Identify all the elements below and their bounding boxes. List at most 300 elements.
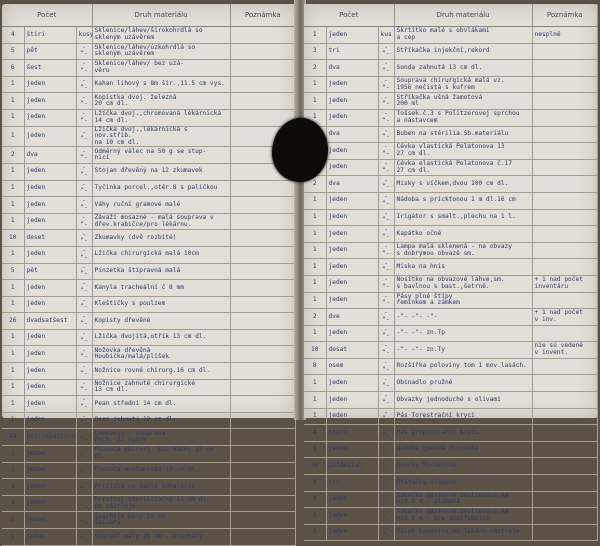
count-number-cell: 1 [2, 213, 24, 230]
unit-cell: -"- [76, 246, 92, 263]
unit-cell: -"- [378, 275, 394, 292]
note-cell [532, 76, 597, 93]
unit-cell: -"- [76, 379, 92, 396]
unit-cell: -"- [76, 512, 92, 529]
count-word-cell: osem [326, 358, 378, 375]
material-cell: Váhy ruční gramové malé [92, 197, 230, 214]
table-row [2, 263, 296, 280]
table-row [2, 446, 296, 463]
unit-cell: -"- [378, 408, 394, 425]
count-number-cell: 1 [2, 126, 24, 147]
note-cell [532, 408, 597, 425]
note-cell [230, 462, 295, 479]
count-word-cell: jeden [24, 246, 76, 263]
count-number-cell: 1 [304, 93, 326, 110]
table-row [2, 27, 296, 44]
material-cell: Škrtítko malé s obvlákami a cep [394, 27, 532, 44]
column-header-count: Počet [2, 4, 92, 27]
material-cell: Kahan lihový s 8m šír.,11.5 cm vys. [92, 76, 230, 93]
count-number-cell: 1 [2, 197, 24, 214]
material-cell: Prístroj sterilizačný 13 cm dl. na nástroje [92, 495, 230, 512]
count-number-cell: 1 [304, 76, 326, 93]
unit-cell: -"- [76, 147, 92, 164]
count-word-cell: jeden [24, 346, 76, 363]
count-number-cell: 1 [304, 508, 326, 525]
unit-cell: -"- [378, 358, 394, 375]
note-cell [532, 475, 597, 492]
count-word-cell: dve [326, 309, 378, 326]
material-cell: Nosítko na obvazové láhve,sm. s bavlnou s bast.,šetrně. [394, 275, 532, 292]
material-cell: Buben na stěrilia.Sb.materiálu [394, 126, 532, 143]
material-cell: Pinzeta anatomická 13 cm dl. [92, 462, 230, 479]
note-cell [230, 429, 295, 446]
column-header-material: Druh materiálu [394, 4, 532, 27]
table-row [304, 159, 598, 176]
note-cell [230, 412, 295, 429]
table-row [304, 192, 598, 209]
table-row [304, 27, 598, 44]
count-number-cell: 1 [2, 529, 24, 546]
count-number-cell: 3 [304, 475, 326, 492]
unit-cell: -"- [76, 346, 92, 363]
material-cell: Nádoba s pricktonou 1 m dl.16 cm [394, 192, 532, 209]
count-word-cell: jeden [326, 159, 378, 176]
count-number-cell: 1 [304, 491, 326, 508]
table-row [2, 60, 296, 77]
count-number-cell: 1 [2, 412, 24, 429]
material-cell: Tošsek.č.3 s Politzerovej sprchou a nástavcem [394, 109, 532, 126]
table-row [2, 379, 296, 396]
count-number-cell: 1 [304, 325, 326, 342]
unit-cell: -"- [76, 296, 92, 313]
material-cell: Pean střední 14 cm dl. [92, 396, 230, 413]
count-word-cell: jeden [326, 259, 378, 276]
material-cell: Rozšířka poloviny tom 1 mov.lasách. [394, 358, 532, 375]
unit-cell: -"- [378, 60, 394, 77]
note-cell [532, 441, 597, 458]
material-cell: -"- -"- -"- [394, 309, 532, 326]
unit-cell: -"- [378, 392, 394, 409]
material-cell: Obvazky jednoduché s olivami [394, 392, 532, 409]
material-cell: Lžíčka dvoj.,chromovaná lékárnická 14 cm dl. [92, 109, 230, 126]
table-row [2, 76, 296, 93]
count-word-cell: štiridsaštiri [24, 429, 76, 446]
count-word-cell: jeden [24, 329, 76, 346]
table-row [304, 342, 598, 359]
count-number-cell: 1 [2, 246, 24, 263]
count-word-cell: jeden [24, 280, 76, 297]
unit-cell: -"- [378, 93, 394, 110]
count-word-cell: jeden [24, 180, 76, 197]
material-cell: Závaží mosazné - malá souprava v dřev.krabičce/pro lékárnu. [92, 213, 230, 230]
count-word-cell: štiri [24, 27, 76, 44]
table-row [304, 126, 598, 143]
material-cell: Pean zahnutý 12 cm dl. [92, 412, 230, 429]
note-cell [532, 226, 597, 243]
count-number-cell: 1 [2, 379, 24, 396]
count-word-cell: dva [326, 126, 378, 143]
material-cell: Nožnice rovné chirurg.16 cm dl. [92, 363, 230, 380]
count-number-cell: 1 [304, 408, 326, 425]
note-cell [532, 159, 597, 176]
count-word-cell: jeden [24, 529, 76, 546]
note-cell [532, 192, 597, 209]
count-word-cell: jeden [326, 375, 378, 392]
count-number-cell: 1 [2, 462, 24, 479]
material-cell: Stříkačka injekční,rekord [394, 43, 532, 60]
table-row [2, 197, 296, 214]
note-cell [532, 126, 597, 143]
unit-cell: kus [378, 27, 394, 44]
count-word-cell: jeden [326, 209, 378, 226]
count-number-cell: 1 [2, 76, 24, 93]
unit-cell: -"- [378, 192, 394, 209]
material-cell: Sklenice/láhev/úzkohrdlá so skleným uzávěrem [92, 43, 230, 60]
count-number-cell: 5 [2, 263, 24, 280]
unit-cell: -"- [378, 508, 394, 525]
unit-cell: -"- [76, 109, 92, 126]
unit-cell: -"- [76, 529, 92, 546]
note-cell [230, 363, 295, 380]
count-number-cell: 1 [304, 209, 326, 226]
count-word-cell: šest [24, 60, 76, 77]
unit-cell: -"- [76, 126, 92, 147]
count-word-cell: jeden [24, 109, 76, 126]
count-word-cell: jeden [326, 242, 378, 259]
unit-cell: -"- [76, 93, 92, 110]
note-cell [532, 43, 597, 60]
count-number-cell: 2 [2, 147, 24, 164]
unit-cell: -"- [76, 479, 92, 496]
count-number-cell: 1 [2, 396, 24, 413]
note-cell [230, 346, 295, 363]
unit-cell: -"- [76, 446, 92, 463]
unit-cell: -"- [378, 143, 394, 160]
unit-cell: -"- [76, 263, 92, 280]
table-row [2, 163, 296, 180]
count-number-cell: 1 [2, 109, 24, 126]
count-number-cell: 1 [2, 163, 24, 180]
table-row [304, 491, 598, 508]
table-row [2, 363, 296, 380]
unit-cell: -"- [76, 213, 92, 230]
table-row [2, 329, 296, 346]
count-word-cell: jeden [326, 192, 378, 209]
table-row [2, 479, 296, 496]
material-cell: Misky s víčkem,dvou 100 cm dl. [394, 176, 532, 193]
note-cell [532, 508, 597, 525]
count-number-cell: 1 [2, 346, 24, 363]
note-cell [230, 246, 295, 263]
count-number-cell: 1 [304, 226, 326, 243]
count-number-cell: 1 [2, 180, 24, 197]
note-cell [230, 93, 295, 110]
count-word-cell: jeden [326, 441, 378, 458]
right-page [304, 4, 598, 539]
count-word-cell: jeden [24, 126, 76, 147]
count-word-cell: păťdesiat [326, 458, 378, 475]
material-cell: Obinadlo pružné [394, 375, 532, 392]
material-cell: Svorky Michelové [394, 458, 532, 475]
table-row [2, 495, 296, 512]
material-cell: Zkumavky (dvě rozbité) [92, 230, 230, 247]
note-cell [230, 446, 295, 463]
note-cell [230, 180, 295, 197]
count-word-cell: dva [326, 60, 378, 77]
count-number-cell: 1 [304, 242, 326, 259]
note-cell [532, 93, 597, 110]
count-word-cell: jeden [24, 93, 76, 110]
count-word-cell: jeden [24, 163, 76, 180]
note-cell [230, 263, 295, 280]
unit-cell: -"- [378, 491, 394, 508]
table-row [304, 93, 598, 110]
table-row [304, 226, 598, 243]
unit-cell: -"- [378, 325, 394, 342]
count-number-cell: 1 [304, 524, 326, 541]
count-number-cell: 1 [304, 259, 326, 276]
count-number-cell: 1 [2, 280, 24, 297]
material-cell: Tácek kamenina,na lékárn.nástroje [394, 524, 532, 541]
unit-cell: -"- [378, 159, 394, 176]
note-cell [532, 176, 597, 193]
table-row [304, 325, 598, 342]
unit-cell: -"- [76, 396, 92, 413]
count-number-cell: 1 [2, 93, 24, 110]
table-row [304, 242, 598, 259]
count-number-cell: 1 [2, 329, 24, 346]
count-number-cell: 6 [2, 60, 24, 77]
count-word-cell: jeden [24, 213, 76, 230]
count-word-cell: jeden [326, 524, 378, 541]
count-number-cell: 1 [2, 495, 24, 512]
unit-cell: -"- [378, 458, 394, 475]
burn-hole [272, 118, 328, 182]
column-header-note: Poznámka [230, 4, 295, 27]
material-cell: Souprava chirurgická malá vz. 1956 nečistá s kufrem [394, 76, 532, 93]
count-number-cell: 1 [304, 292, 326, 309]
count-word-cell: jeden [326, 491, 378, 508]
material-cell: Irigátor s smalt.,plechu na 1 l. [394, 209, 532, 226]
table-row [2, 126, 296, 147]
table-row [2, 93, 296, 110]
table-row [2, 346, 296, 363]
table-row [304, 475, 598, 492]
unit-cell: -"- [76, 462, 92, 479]
count-number-cell: 4 [2, 27, 24, 44]
material-cell: Kanyla tracheální č 8 mm [92, 280, 230, 297]
note-cell [532, 392, 597, 409]
unit-cell: -"- [76, 180, 92, 197]
note-cell [230, 43, 295, 60]
count-word-cell: jeden [24, 379, 76, 396]
count-number-cell: 2 [304, 176, 326, 193]
count-word-cell: deset [24, 230, 76, 247]
count-word-cell: jeden [24, 296, 76, 313]
table-row [304, 524, 598, 541]
count-word-cell: tri [326, 475, 378, 492]
note-cell [532, 259, 597, 276]
unit-cell: -"- [378, 441, 394, 458]
unit-cell: -"- [378, 226, 394, 243]
note-cell [230, 495, 295, 512]
count-number-cell: 1 [2, 512, 24, 529]
note-cell [230, 329, 295, 346]
table-row [2, 412, 296, 429]
count-word-cell: jeden [326, 275, 378, 292]
note-cell [532, 358, 597, 375]
count-word-cell: jeden [326, 392, 378, 409]
table-row [2, 230, 296, 247]
unit-cell: -"- [76, 429, 92, 446]
material-cell: Kapátko očné [394, 226, 532, 243]
material-cell: Tabulka nástenná Snellenová na vzd.5 m - písmená [394, 491, 532, 508]
material-cell: Kleštičky s poulzem [92, 296, 230, 313]
count-number-cell: 5 [2, 43, 24, 60]
table-row [2, 280, 296, 297]
count-word-cell: jeden [326, 408, 378, 425]
count-word-cell: jeden [24, 412, 76, 429]
count-number-cell: 1 [304, 441, 326, 458]
table-row [304, 176, 598, 193]
material-cell: -"- -"- zn.Ty [394, 342, 532, 359]
note-cell [532, 143, 597, 160]
count-word-cell: tri [326, 43, 378, 60]
unit-cell: -"- [378, 524, 394, 541]
table-row [304, 43, 598, 60]
unit-cell: -"- [76, 60, 92, 77]
table-row [2, 396, 296, 413]
column-header-material: Druh materiálu [92, 4, 230, 27]
table-row [304, 109, 598, 126]
material-cell: Stříkačka ušná žamotová 200 ml [394, 93, 532, 110]
unit-cell: -"- [378, 176, 394, 193]
unit-cell: -"- [378, 259, 394, 276]
unit-cell: -"- [378, 109, 394, 126]
unit-cell: -"- [76, 197, 92, 214]
note-cell [532, 109, 597, 126]
count-word-cell: pět [24, 43, 76, 60]
left-page [2, 4, 296, 543]
note-cell [230, 529, 295, 546]
count-word-cell: jeden [326, 109, 378, 126]
material-cell: Tyčinka porcel.,otěr.8 s paličkou [92, 180, 230, 197]
right-inventory-table [304, 4, 598, 541]
material-cell: Štětečky vlasové [394, 475, 532, 492]
material-cell: Pinzetka štípravná malá [92, 263, 230, 280]
table-row [2, 296, 296, 313]
count-word-cell: dva [24, 147, 76, 164]
material-cell: Kopistka dvoj. železná 20 cm dl. [92, 93, 230, 110]
count-word-cell: dvadsatšest [24, 313, 76, 330]
material-cell: Tabulka nástenná Snellenová na vzd.5 m - pre analfabetov [394, 508, 532, 525]
unit-cell: -"- [76, 329, 92, 346]
note-cell [230, 197, 295, 214]
count-word-cell: dva [326, 176, 378, 193]
material-cell: Miska na hnis [394, 259, 532, 276]
table-row [2, 213, 296, 230]
count-number-cell: 4 [304, 425, 326, 442]
material-cell: Nožovka dřevěná Houbička/malá/plíšek [92, 346, 230, 363]
material-cell: Pásy plné štípy řemínkem a zámkem [394, 292, 532, 309]
count-number-cell: 3 [304, 43, 326, 60]
note-cell [230, 313, 295, 330]
table-row [304, 375, 598, 392]
note-cell [532, 325, 597, 342]
table-row [304, 275, 598, 292]
count-number-cell: 1 [304, 27, 326, 44]
note-cell [230, 60, 295, 77]
column-header-note: Poznámka [532, 4, 597, 27]
note-cell: nesplně [532, 27, 597, 44]
count-number-cell: 8 [304, 358, 326, 375]
table-row [304, 458, 598, 475]
count-word-cell: pět [24, 263, 76, 280]
count-number-cell: 1 [304, 392, 326, 409]
count-number-cell: 10 [304, 342, 326, 359]
material-cell: Nádoba gumová žlučovka [394, 441, 532, 458]
material-cell: Cévka vlastická Pelatonova 13 27 cm dl. [394, 143, 532, 160]
left-inventory-table [2, 4, 296, 546]
count-number-cell: 1 [304, 109, 326, 126]
unit-cell: -"- [378, 209, 394, 226]
note-cell [230, 396, 295, 413]
unit-cell: -"- [76, 313, 92, 330]
table-row [2, 429, 296, 446]
material-cell: Sonda zahnutá 13 cm dl. [394, 60, 532, 77]
count-number-cell: 50 [304, 458, 326, 475]
table-row [304, 441, 598, 458]
table-row [304, 408, 598, 425]
table-row [2, 512, 296, 529]
material-cell: Nožnice zahnuté chirurgické 13 cm dl. [92, 379, 230, 396]
count-word-cell: štiri [326, 425, 378, 442]
table-header-row [2, 4, 296, 27]
count-word-cell: jeden [326, 76, 378, 93]
table-row [2, 180, 296, 197]
unit-cell: -"- [76, 76, 92, 93]
table-row [304, 358, 598, 375]
table-row [304, 425, 598, 442]
unit-cell: -"- [378, 126, 394, 143]
material-cell: Sklenice/láhev/ bez uzá- věru [92, 60, 230, 77]
table-row [304, 76, 598, 93]
count-word-cell: jeden [326, 292, 378, 309]
note-cell [230, 296, 295, 313]
material-cell: Concovie - souprava Perm. 25 kusov [92, 429, 230, 446]
material-cell: Lžička dvojitá,otřík 13 cm dl. [92, 329, 230, 346]
material-cell: Lžička chirurgická malá 10cm [92, 246, 230, 263]
count-word-cell: jeden [326, 27, 378, 44]
table-row [304, 60, 598, 77]
count-word-cell: jeden [24, 512, 76, 529]
table-row [304, 143, 598, 160]
count-word-cell: jeden [24, 76, 76, 93]
table-row [2, 43, 296, 60]
unit-cell: -"- [76, 230, 92, 247]
note-cell [230, 512, 295, 529]
material-cell: Pás propustrační kryci [394, 425, 532, 442]
note-cell [532, 491, 597, 508]
material-cell: Cévka elastická Pelatonova č.17 27 cm dl. [394, 159, 532, 176]
count-word-cell: jeden [326, 226, 378, 243]
table-row [304, 392, 598, 409]
count-word-cell: jeden [24, 495, 76, 512]
material-cell: Odměrný válec na 50 g se stup- nicí [92, 147, 230, 164]
count-number-cell: 1 [2, 446, 24, 463]
unit-cell: -"- [76, 163, 92, 180]
note-cell [532, 242, 597, 259]
